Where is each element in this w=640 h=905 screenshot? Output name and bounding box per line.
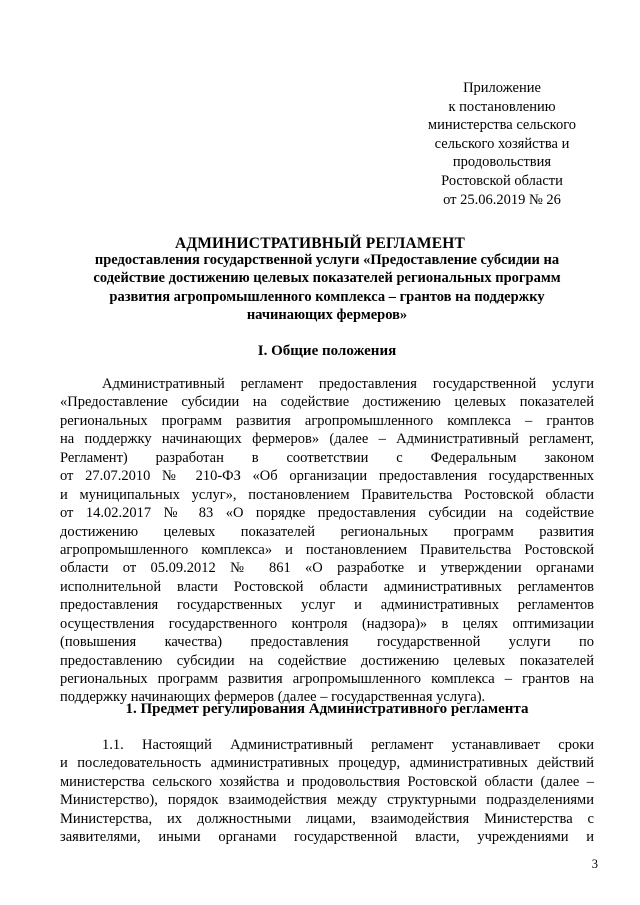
paragraph-line: и последовательность административных процедур, административных действий bbox=[60, 755, 594, 772]
subtitle-line: развития агропромышленного комплекса – грантов на поддержку bbox=[109, 288, 545, 305]
paragraph-line: министерства сельского хозяйства и продовольствия Ростовской области (далее – bbox=[60, 773, 594, 790]
paragraph-line: Министерства, их должностными лицами, взаимодействия Министерства с bbox=[60, 810, 594, 827]
appendix-line: министерства сельского bbox=[427, 117, 577, 134]
paragraph-line: от 14.02.2017 № 83 «О порядке предоставления субсидии на содействие bbox=[60, 505, 594, 522]
page-number: 3 bbox=[591, 857, 598, 871]
appendix-line: продовольствия bbox=[452, 154, 552, 171]
paragraph-line: осуществления государственного контроля (надзора)» в целях оптимизации bbox=[60, 615, 594, 632]
subtitle-line: предоставления государственной услуги «Предоставление субсидии на bbox=[94, 252, 560, 268]
subsection1-paragraph bbox=[60, 736, 594, 847]
section1-paragraph bbox=[60, 375, 594, 707]
appendix-line: к постановлению bbox=[448, 98, 556, 115]
paragraph-line: Административный регламент предоставления государственной услуги bbox=[102, 376, 594, 392]
document-subtitle bbox=[60, 251, 594, 325]
paragraph-line: предоставлению субсидии на содействие достижению целевых показателей bbox=[60, 652, 594, 669]
paragraph-line: достижению целевых показателей региональных программ развития bbox=[60, 523, 594, 540]
appendix-line: сельского хозяйства и bbox=[434, 135, 570, 152]
paragraph-line: Регламент) разработан в соответствии с Федеральным законом bbox=[60, 449, 594, 466]
document-title: АДМИНИСТРАТИВНЫЙ РЕГЛАМЕНТ bbox=[174, 235, 466, 252]
paragraph-line: на поддержку начинающих фермеров» (далее – Административный регламент, bbox=[60, 431, 594, 448]
paragraph-line: от 27.07.2010 № 210-ФЗ «Об организации предоставления государственных bbox=[60, 468, 594, 485]
paragraph-line: «Предоставление субсидии на содействие достижению целевых показателей bbox=[60, 394, 594, 411]
appendix-line: Приложение bbox=[463, 80, 541, 96]
paragraph-line: и муниципальных услуг», постановлением Правительства Ростовской области bbox=[60, 486, 594, 503]
appendix-line: Ростовской области bbox=[441, 172, 563, 189]
subsection-heading: 1. Предмет регулирования Административного регламента bbox=[125, 701, 529, 717]
appendix-block bbox=[392, 79, 612, 209]
paragraph-line: региональных программ развития агропромышленного комплекса – грантов bbox=[60, 412, 594, 429]
paragraph-line: агропромышленного комплекса» и постановлением Правительства Ростовской bbox=[60, 541, 594, 558]
paragraph-line: Министерство), порядок взаимодействия между структурными подразделениями bbox=[60, 792, 594, 809]
appendix-line: от 25.06.2019 № 26 bbox=[443, 191, 561, 208]
paragraph-line: 1.1. Настоящий Административный регламент устанавливает сроки bbox=[102, 737, 594, 753]
paragraph-line: (повышения качества) предоставления государственной услуги по bbox=[60, 634, 594, 651]
section-heading: I. Общие положения bbox=[257, 343, 397, 359]
paragraph-line: поддержку начинающих фермеров (далее – государственная услуга). bbox=[60, 689, 486, 706]
subtitle-line: начинающих фермеров» bbox=[246, 307, 408, 324]
paragraph-line: области от 05.09.2012 № 861 «О разработке и утверждении органами bbox=[60, 560, 594, 577]
paragraph-line: заявителями, иными органами государственной власти, учреждениями и bbox=[60, 829, 594, 846]
paragraph-line: исполнительной власти Ростовской области административных регламентов bbox=[60, 578, 594, 595]
subtitle-line: содействие достижению целевых показателей региональных программ bbox=[93, 270, 561, 287]
paragraph-line: предоставления государственных услуг и административных регламентов bbox=[60, 597, 594, 614]
paragraph-line: региональных программ развития агропромышленного комплекса – грантов на bbox=[60, 671, 594, 687]
